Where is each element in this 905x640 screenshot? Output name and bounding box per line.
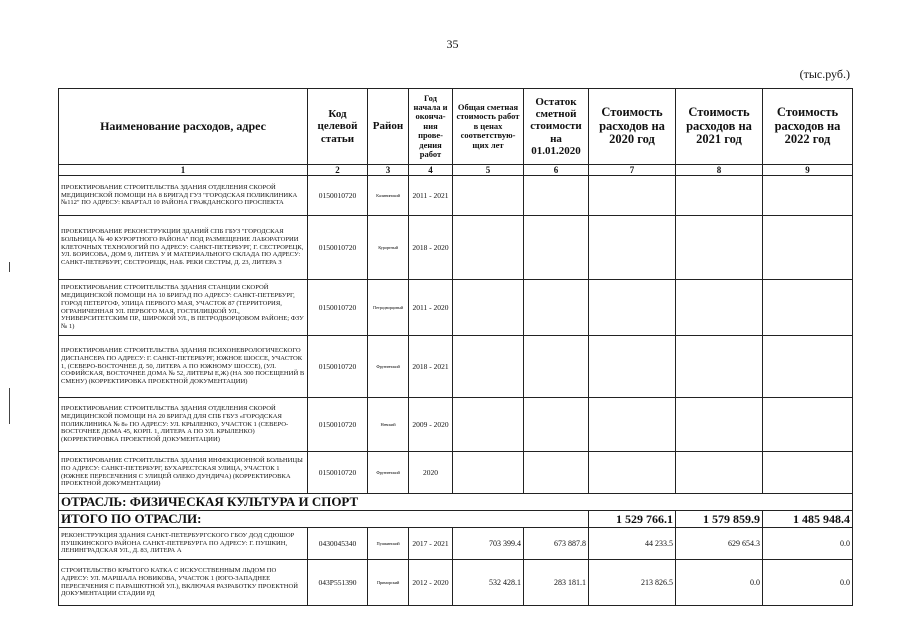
region: Приморский [368,560,409,606]
expense-name: РЕКОНСТРУКЦИЯ ЗДАНИЯ САНКТ-ПЕТЕРБУРГСКОГО ГБОУ ДОД СДЮШОР ПУШКИНСКОГО РАЙОНА САНКТ-ПЕТЕРБУРГА ПО АДРЕСУ: Г. ПУШКИН, ЛЕНИНГРАДСКАЯ УЛ., Д. 83, ЛИТЕРА А [59,528,308,560]
column-number: 4 [409,165,453,176]
total-cost [453,216,524,280]
sector-total-2021: 1 579 859.9 [676,511,763,528]
cost-2020: 213 826.5 [589,560,676,606]
target-code: 0150010720 [308,452,368,494]
table-row [59,216,853,280]
expense-name: ПРОЕКТИРОВАНИЕ СТРОИТЕЛЬСТВА ЗДАНИЯ ИНФЕКЦИОННОЙ БОЛЬНИЦЫ ПО АДРЕСУ: САНКТ-ПЕТЕРБУРГ, БУХАРЕСТСКАЯ УЛИЦА, УЧАСТОК 1 (ЮЖНЕЕ ПЕРЕСЕЧЕНИЯ С УЛИЦЕЙ ОЛЕКО ДУНДИЧА) (КОРРЕКТИРОВКА ПРОЕКТНОЙ ДОКУМЕНТАЦИИ) [59,452,308,494]
work-years: 2020 [409,452,453,494]
target-code: 0150010720 [308,280,368,336]
remainder: 283 181.1 [524,560,589,606]
table-row [59,452,853,494]
table-row [59,560,853,606]
header-name: Наименование расходов, адрес [59,89,308,165]
work-years: 2011 - 2021 [409,176,453,216]
target-code: 043P551390 [308,560,368,606]
cost-2022 [763,280,853,336]
cost-2021 [676,176,763,216]
total-cost [453,280,524,336]
remainder [524,280,589,336]
remainder: 673 887.8 [524,528,589,560]
cost-2022 [763,452,853,494]
remainder [524,398,589,452]
cost-2022 [763,398,853,452]
column-number: 5 [453,165,524,176]
column-number: 6 [524,165,589,176]
remainder [524,336,589,398]
expense-name: ПРОЕКТИРОВАНИЕ СТРОИТЕЛЬСТВА ЗДАНИЯ СТАНЦИИ СКОРОЙ МЕДИЦИНСКОЙ ПОМОЩИ НА 10 БРИГАД ПО АДРЕСУ: САНКТ-ПЕТЕРБУРГ, ГОРОД ПЕТЕРГОФ, УЛИЦА ПЕРВОГО МАЯ, УЧАСТОК 87 (ТЕРРИТОРИЯ, ОГРАНИЧЕННАЯ УЛ. ПЕРВОГО МАЯ, ГОСТИЛИЦКОЙ УЛ., УНИВЕРСИТЕТСКИМ ПР., ШИРОКОЙ УЛ., В ПЕТРОДВОРЦОВОМ РАЙОНЕ; ФЗУ № 1) [59,280,308,336]
work-years: 2009 - 2020 [409,398,453,452]
target-code: 0430045340 [308,528,368,560]
work-years: 2011 - 2020 [409,280,453,336]
region: Фрунзенский [368,336,409,398]
column-number: 9 [763,165,853,176]
cost-2020 [589,176,676,216]
cost-2020: 44 233.5 [589,528,676,560]
target-code: 0150010720 [308,216,368,280]
target-code: 0150010720 [308,176,368,216]
remainder [524,176,589,216]
cost-2020 [589,398,676,452]
total-cost [453,336,524,398]
sector-total-label: ИТОГО ПО ОТРАСЛИ: [59,511,589,528]
total-cost: 532 428.1 [453,560,524,606]
cost-2022 [763,176,853,216]
column-number: 8 [676,165,763,176]
column-number: 1 [59,165,308,176]
sector-total-2022: 1 485 948.4 [763,511,853,528]
cost-2022 [763,336,853,398]
target-code: 0150010720 [308,336,368,398]
region: Пушкинский [368,528,409,560]
work-years: 2017 - 2021 [409,528,453,560]
cost-2020 [589,452,676,494]
work-years: 2018 - 2021 [409,336,453,398]
cost-2020 [589,216,676,280]
cost-2021 [676,280,763,336]
cost-2021 [676,452,763,494]
expense-name: ПРОЕКТИРОВАНИЕ СТРОИТЕЛЬСТВА ЗДАНИЯ ОТДЕЛЕНИЯ СКОРОЙ МЕДИЦИНСКОЙ ПОМОЩИ НА 8 БРИГАД ГУЗ "ГОРОДСКАЯ ПОЛИКЛИНИКА №112" ПО АДРЕСУ: КВАРТАЛ 10 РАЙОНА ГРАЖДАНСКОГО ПРОСПЕКТА [59,176,308,216]
column-number: 2 [308,165,368,176]
column-number: 7 [589,165,676,176]
sector-header-row [59,494,853,511]
work-years: 2018 - 2020 [409,216,453,280]
header-total-cost: Общая сметная стоимость работ в ценах соответствую-щих лет [453,89,524,165]
expense-name: ПРОЕКТИРОВАНИЕ СТРОИТЕЛЬСТВА ЗДАНИЯ ОТДЕЛЕНИЯ СКОРОЙ МЕДИЦИНСКОЙ ПОМОЩИ НА 20 БРИГАД ДЛЯ СПБ ГБУЗ «ГОРОДСКАЯ ПОЛИКЛИНИКА № 8» ПО АДРЕСУ: УЛ. КРЫЛЕНКО, УЧАСТОК 1 (СЕВЕРО-ВОСТОЧНЕЕ ДОМА 45, КОРП. 1, ЛИТЕРА А ПО УЛ. КРЫЛЕНКО) (КОРРЕКТИРОВКА ПРОЕКТНОЙ ДОКУМЕНТАЦИИ) [59,398,308,452]
total-cost [453,176,524,216]
region: Невский [368,398,409,452]
region: Фрунзенский [368,452,409,494]
expense-name: СТРОИТЕЛЬСТВО КРЫТОГО КАТКА С ИСКУССТВЕННЫМ ЛЬДОМ ПО АДРЕСУ: УЛ. МАРШАЛА НОВИКОВА, УЧАСТОК 1 (ЮГО-ЗАПАДНЕЕ ПЕРЕСЕЧЕНИЯ С ПАРАШЮТНОЙ УЛ.), ВКЛЮЧАЯ РАЗРАБОТКУ ПРОЕКТНОЙ ДОКУМЕНТАЦИИ СТАДИИ РД [59,560,308,606]
sector-total-row [59,511,853,528]
header-code: Код целевой статьи [308,89,368,165]
cost-2022: 0.0 [763,560,853,606]
table-row [59,280,853,336]
header-years: Год начала и оконча-ния прове-дения работ [409,89,453,165]
table-row [59,336,853,398]
cost-2021: 629 654.3 [676,528,763,560]
expenses-table [58,88,853,606]
region: Калининский [368,176,409,216]
cost-2021 [676,398,763,452]
cost-2020 [589,280,676,336]
remainder [524,452,589,494]
region: Петродворцовый [368,280,409,336]
total-cost [453,452,524,494]
cost-2020 [589,336,676,398]
table-row [59,176,853,216]
target-code: 0150010720 [308,398,368,452]
left-margin-mark [9,388,10,424]
cost-2022: 0.0 [763,528,853,560]
cost-2021 [676,216,763,280]
header-cost-2020: Стоимость расходов на 2020 год [589,89,676,165]
table-row [59,528,853,560]
cost-2021 [676,336,763,398]
expense-name: ПРОЕКТИРОВАНИЕ СТРОИТЕЛЬСТВА ЗДАНИЯ ПСИХОНЕВРОЛОГИЧЕСКОГО ДИСПАНСЕРА ПО АДРЕСУ: Г. САНКТ-ПЕТЕРБУРГ, ЮЖНОЕ ШОССЕ, УЧАСТОК 1, (СЕВЕРО-ВОСТОЧНЕЕ Д. 50, ЛИТЕРА А ПО ЮЖНОМУ ШОССЕ), (УЛ. СОФИЙСКАЯ, ВОСТОЧНЕЕ ДОМА № 52, ЛИТЕРЫ Е,Ж) (НА 300 ПОСЕЩЕНИЙ В СМЕНУ) (КОРРЕКТИРОВКА ПРОЕКТНОЙ ДОКУМЕНТАЦИИ) [59,336,308,398]
total-cost [453,398,524,452]
header-cost-2022: Стоимость расходов на 2022 год [763,89,853,165]
total-cost: 703 399.4 [453,528,524,560]
column-number: 3 [368,165,409,176]
table-row [59,398,853,452]
unit-note: (тыс.руб.) [799,67,850,81]
header-cost-2021: Стоимость расходов на 2021 год [676,89,763,165]
work-years: 2012 - 2020 [409,560,453,606]
region: Курортный [368,216,409,280]
left-margin-mark [9,262,10,272]
remainder [524,216,589,280]
header-region: Район [368,89,409,165]
cost-2021: 0.0 [676,560,763,606]
header-remainder: Остаток сметной стоимости на 01.01.2020 [524,89,589,165]
sector-total-2020: 1 529 766.1 [589,511,676,528]
expense-name: ПРОЕКТИРОВАНИЕ РЕКОНСТРУКЦИИ ЗДАНИЙ СПБ ГБУЗ "ГОРОДСКАЯ БОЛЬНИЦА № 40 КУРОРТНОГО РАЙОНА" ПОД РАЗМЕЩЕНИЕ ЛАБОРАТОРИИ КЛЕТОЧНЫХ ТЕХНОЛОГИЙ ПО АДРЕСУ: САНКТ-ПЕТЕРБУРГ, Г. СЕСТРОРЕЦК, УЛ. БОРИСОВА, ДОМ 9, ЛИТЕРА У И МАТЕРИАЛЬНОГО СКЛАДА ПО АДРЕСУ: САНКТ-ПЕТЕРБУРГ, СЕСТРОРЕЦК, НАБ. РЕКИ СЕСТРЫ, Д. 23, ЛИТЕРА З [59,216,308,280]
page-number: 35 [446,37,459,51]
sector-title: ОТРАСЛЬ: ФИЗИЧЕСКАЯ КУЛЬТУРА И СПОРТ [59,494,853,511]
cost-2022 [763,216,853,280]
